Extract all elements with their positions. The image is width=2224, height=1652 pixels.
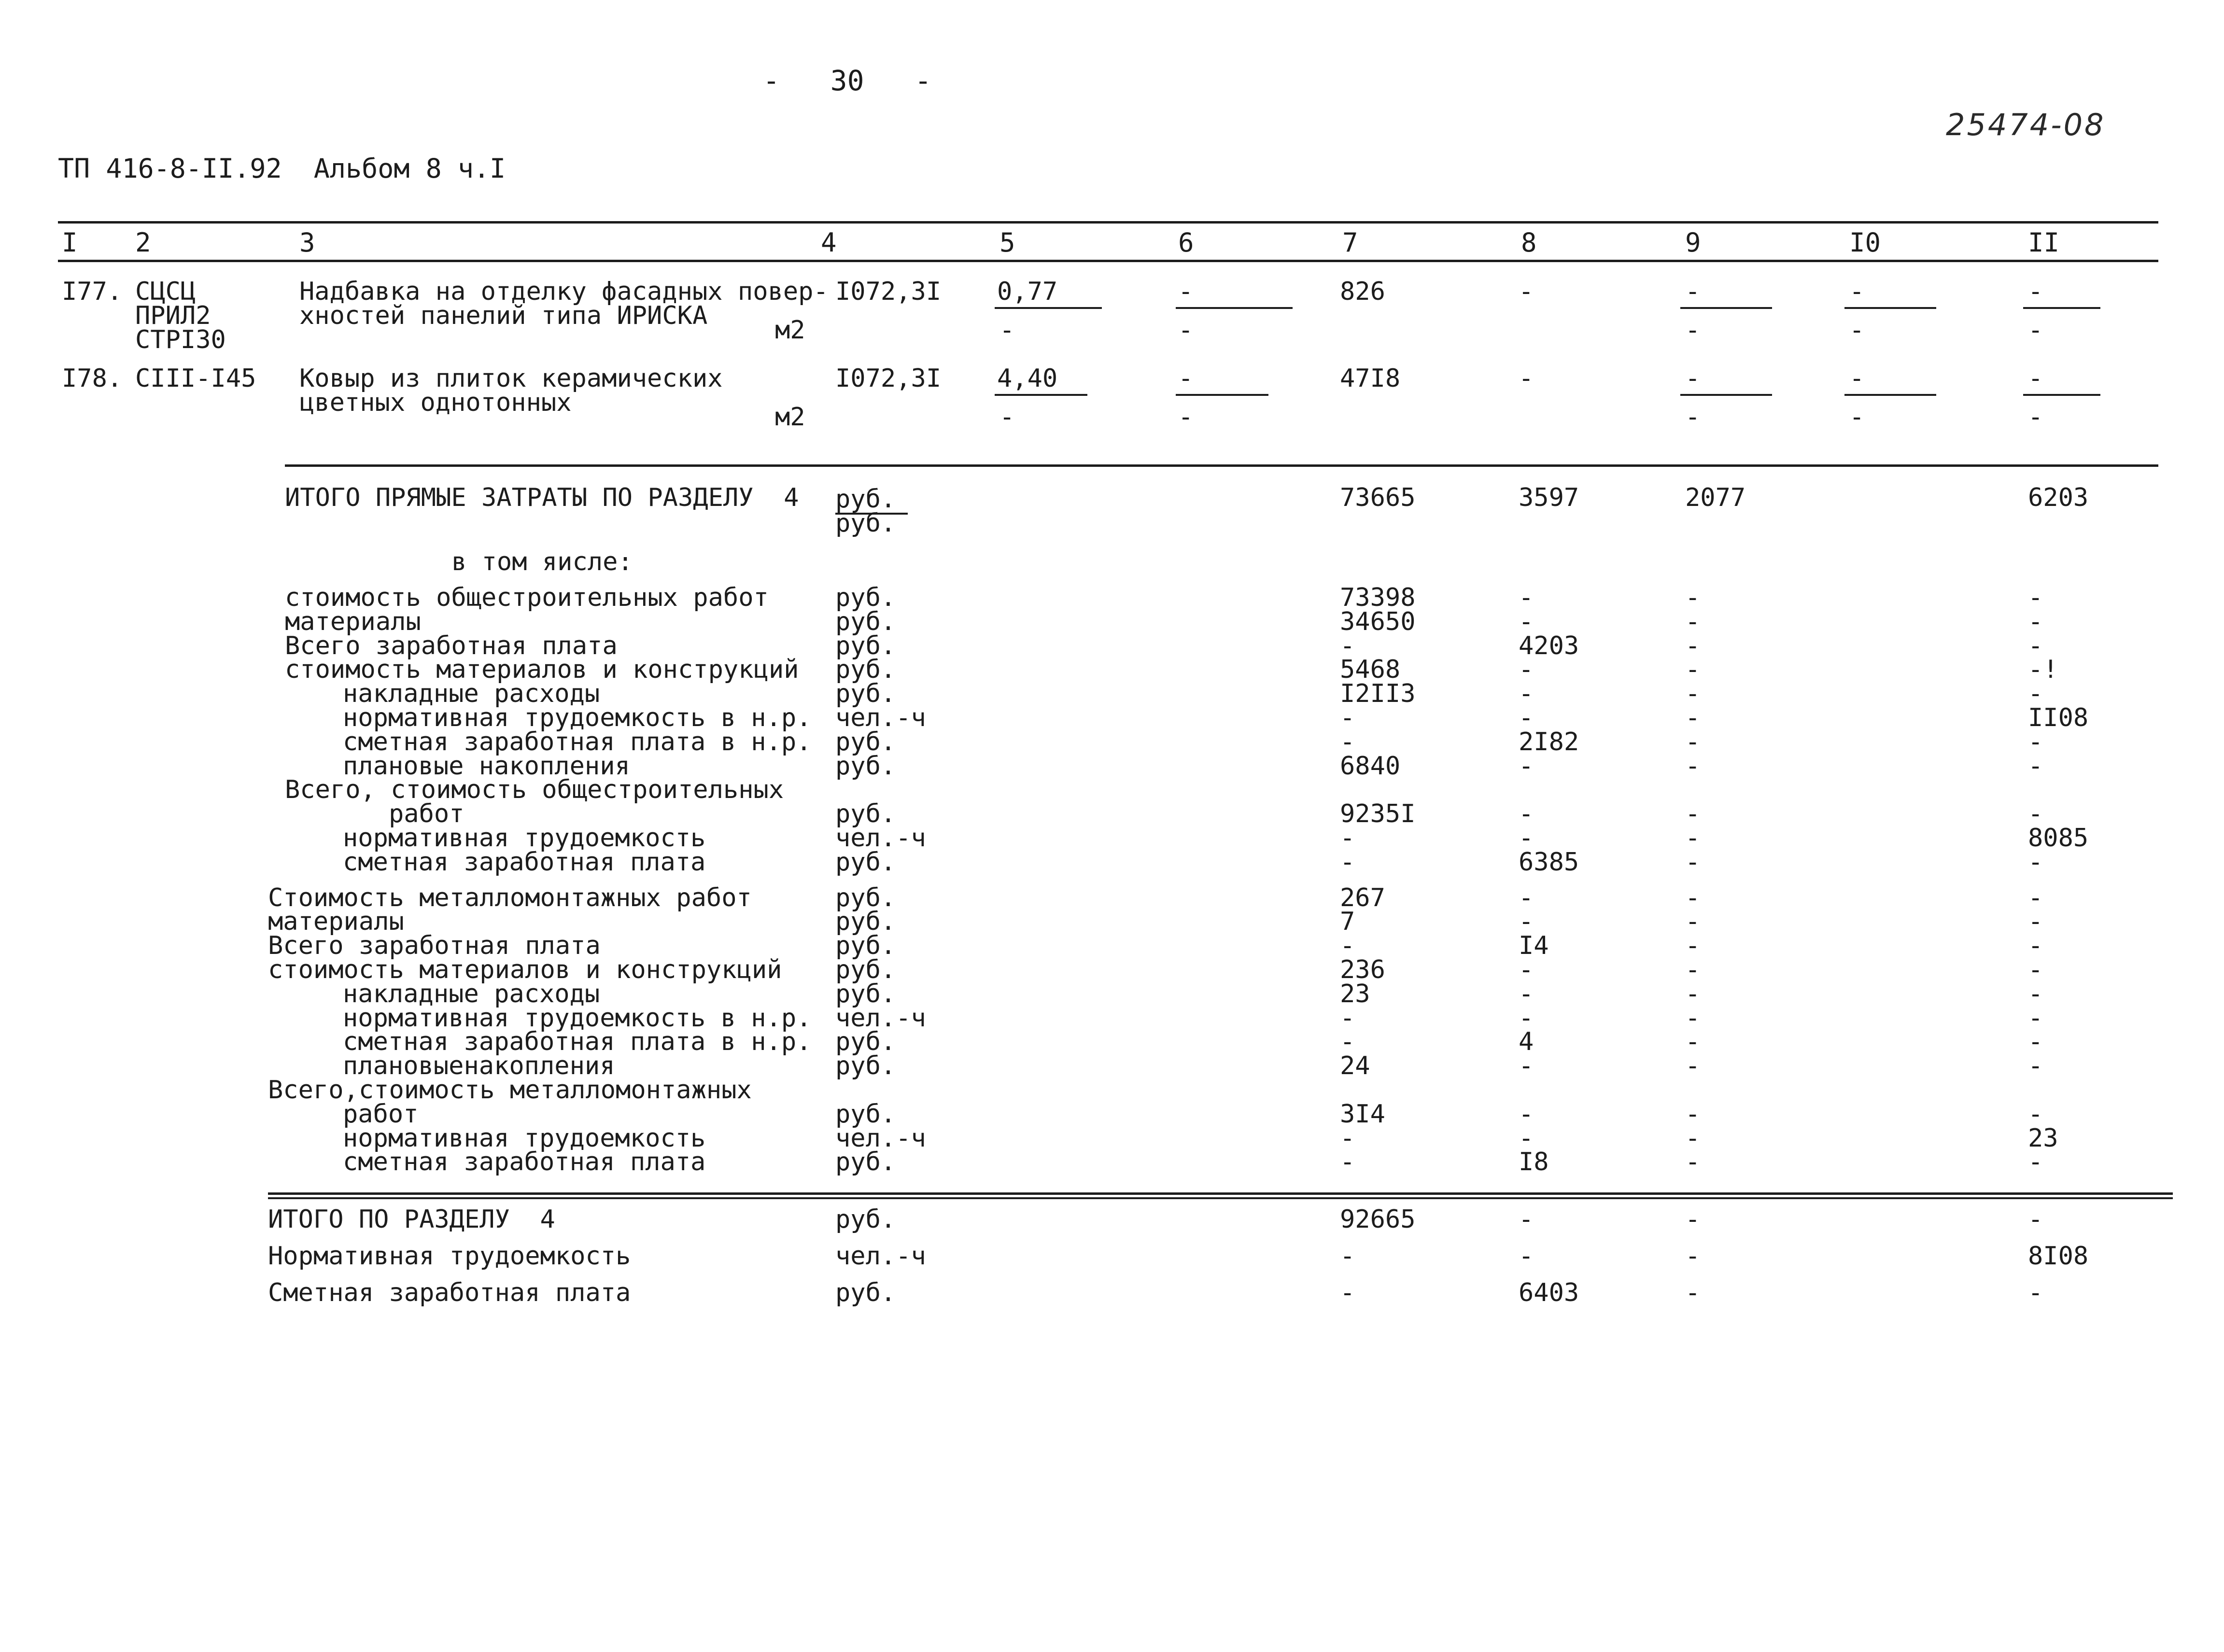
item-number: I78.: [62, 364, 123, 393]
item-code: СТРI30: [135, 325, 226, 354]
detail-label: накладные расходы: [343, 979, 600, 1008]
detail-col7: I2II3: [1340, 679, 1416, 709]
detail-col8: 4203: [1519, 631, 1579, 660]
item-col9-bottom: -: [1685, 316, 1701, 345]
detail-col7: 9235I: [1340, 799, 1416, 829]
section-total-col8: 6403: [1519, 1278, 1579, 1307]
detail-unit: руб.: [835, 583, 896, 612]
detail-col11: -: [2028, 907, 2043, 937]
column-header-10: I0: [1849, 227, 1881, 258]
detail-col8: -: [1519, 824, 1534, 853]
detail-col8: 2I82: [1519, 727, 1579, 756]
item-code: СЦСЦ: [135, 277, 196, 306]
detail-label: стоимость общестроительных работ: [285, 583, 769, 612]
detail-unit: чел.-ч: [835, 1003, 926, 1033]
header-top-rule: [58, 221, 2158, 224]
detail-unit: руб.: [835, 1148, 896, 1177]
item-description: Надбавка на отделку фасадных повер-: [299, 277, 829, 306]
direct-costs-col7: 73665: [1340, 483, 1416, 512]
col10-underline: [1844, 394, 1936, 396]
detail-unit: руб.: [835, 607, 896, 636]
item-col11-bottom: -: [2028, 403, 2043, 432]
detail-label: работ: [343, 1099, 419, 1129]
item-col6-bottom: -: [1178, 316, 1194, 345]
detail-label: Всего заработная плата: [268, 931, 601, 961]
detail-unit: руб.: [835, 979, 896, 1008]
detail-col9: -: [1685, 847, 1701, 877]
col6-underline: [1176, 307, 1293, 309]
section-total-col11: -: [2028, 1278, 2043, 1307]
detail-label: Всего, стоимость общестроительных: [285, 775, 784, 805]
detail-col7: -: [1340, 703, 1355, 732]
direct-costs-unit-top: руб.: [835, 485, 896, 514]
item-col5-top: 4,40: [997, 364, 1058, 393]
col5-underline: [995, 394, 1087, 396]
detail-label: сметная заработная плата: [343, 847, 706, 877]
header-bottom-rule: [58, 260, 2158, 262]
direct-costs-col9: 2077: [1685, 483, 1746, 512]
detail-unit: чел.-ч: [835, 824, 926, 853]
item-col6-top: -: [1178, 277, 1194, 306]
totals-top-rule: [285, 464, 2158, 467]
detail-label: стоимость материалов и конструкций: [285, 655, 799, 685]
detail-col9: -: [1685, 1148, 1701, 1177]
detail-unit: руб.: [835, 1027, 896, 1057]
detail-label: сметная заработная плата в н.р.: [343, 727, 812, 756]
item-col10: -: [1849, 277, 1865, 306]
section-total-col9: -: [1685, 1278, 1701, 1307]
item-number: I77.: [62, 277, 123, 306]
detail-unit: руб.: [835, 799, 896, 829]
detail-unit: руб.: [835, 1099, 896, 1129]
column-header-1: I: [62, 227, 78, 258]
detail-col8: -: [1519, 655, 1534, 685]
column-header-11: II: [2028, 227, 2060, 258]
detail-col7: -: [1340, 847, 1355, 877]
detail-col11: -: [2028, 727, 2043, 756]
detail-col7: 23: [1340, 979, 1370, 1008]
detail-col7: 3I4: [1340, 1099, 1385, 1129]
detail-col8: -: [1519, 907, 1534, 937]
detail-col8: -: [1519, 1123, 1534, 1153]
detail-unit: руб.: [835, 955, 896, 984]
detail-col11: -: [2028, 607, 2043, 636]
detail-col7: -: [1340, 631, 1355, 660]
detail-col9: -: [1685, 703, 1701, 732]
col6-underline: [1176, 394, 1268, 396]
detail-unit: чел.-ч: [835, 703, 926, 732]
section-totals-rule: [268, 1192, 2173, 1195]
section-total-col8: -: [1519, 1205, 1534, 1234]
section-total-col9: -: [1685, 1205, 1701, 1234]
detail-col11: -: [2028, 1027, 2043, 1057]
detail-label: материалы: [268, 907, 404, 937]
item-quantity: I072,3I: [835, 364, 942, 393]
detail-col7: -: [1340, 931, 1355, 961]
item-col10-bottom: -: [1849, 403, 1865, 432]
detail-unit: руб.: [835, 1051, 896, 1081]
section-total-col11: 8I08: [2028, 1242, 2089, 1271]
direct-costs-col8: 3597: [1519, 483, 1579, 512]
detail-unit: руб.: [835, 751, 896, 781]
detail-col7: 6840: [1340, 751, 1401, 781]
detail-col8: 4: [1519, 1027, 1534, 1057]
detail-label: нормативная трудоемкость: [343, 1123, 706, 1153]
detail-col11: -: [2028, 1051, 2043, 1081]
detail-col9: -: [1685, 979, 1701, 1008]
column-header-8: 8: [1521, 227, 1537, 258]
detail-col8: I8: [1519, 1148, 1549, 1177]
detail-unit: руб.: [835, 655, 896, 685]
col10-underline: [1844, 307, 1936, 309]
detail-label: плановые накопления: [343, 751, 630, 781]
detail-col11: -: [2028, 583, 2043, 612]
detail-col7: 236: [1340, 955, 1385, 984]
item-unit: м2: [775, 316, 805, 345]
detail-col11: -: [2028, 631, 2043, 660]
detail-col7: -: [1340, 1027, 1355, 1057]
detail-col9: -: [1685, 931, 1701, 961]
col9-underline: [1680, 307, 1772, 309]
detail-col9: -: [1685, 883, 1701, 912]
document-code: 25474-08: [1946, 107, 2106, 142]
section-total-col7: 92665: [1340, 1205, 1416, 1234]
column-header-3: 3: [299, 227, 315, 258]
section-total-col9: -: [1685, 1242, 1701, 1271]
detail-label: материалы: [285, 607, 421, 636]
item-col10: -: [1849, 364, 1865, 393]
col9-underline: [1680, 394, 1772, 396]
detail-unit: руб.: [835, 727, 896, 756]
item-col7: 47I8: [1340, 364, 1401, 393]
detail-label: сметная заработная плата: [343, 1148, 706, 1177]
item-code: СIII-I45: [135, 364, 256, 393]
detail-col9: -: [1685, 1003, 1701, 1033]
item-col8: -: [1519, 277, 1534, 306]
detail-col9: -: [1685, 679, 1701, 709]
section-total-col8: -: [1519, 1242, 1534, 1271]
detail-col8: -: [1519, 979, 1534, 1008]
section-total-col7: -: [1340, 1242, 1355, 1271]
document-reference: ТП 416-8-II.92 Альбом 8 ч.I: [58, 153, 506, 184]
detail-label: нормативная трудоемкость: [343, 824, 706, 853]
item-col11-bottom: -: [2028, 316, 2043, 345]
detail-col9: -: [1685, 631, 1701, 660]
detail-col11: -: [2028, 799, 2043, 829]
detail-label: нормативная трудоемкость в н.р.: [343, 703, 812, 732]
detail-col9: -: [1685, 1051, 1701, 1081]
detail-col11: -: [2028, 931, 2043, 961]
item-description: хностей панелий типа ИРИСКА: [299, 301, 708, 330]
detail-col11: 8085: [2028, 824, 2089, 853]
detail-unit: руб.: [835, 931, 896, 961]
item-col5-top: 0,77: [997, 277, 1058, 306]
detail-unit: руб.: [835, 883, 896, 912]
column-header-7: 7: [1342, 227, 1358, 258]
col11-underline: [2023, 307, 2100, 309]
item-col7: 826: [1340, 277, 1385, 306]
detail-col8: -: [1519, 955, 1534, 984]
detail-col8: -: [1519, 1003, 1534, 1033]
item-unit: м2: [775, 403, 805, 432]
detail-col11: -!: [2028, 655, 2058, 685]
detail-label: сметная заработная плата в н.р.: [343, 1027, 812, 1057]
detail-col7: -: [1340, 824, 1355, 853]
detail-col11: -: [2028, 751, 2043, 781]
detail-col7: 267: [1340, 883, 1385, 912]
detail-label: нормативная трудоемкость в н.р.: [343, 1003, 812, 1033]
item-col9: -: [1685, 364, 1701, 393]
item-description: цветных однотонных: [299, 388, 572, 417]
detail-col8: -: [1519, 799, 1534, 829]
detail-col11: -: [2028, 847, 2043, 877]
column-header-6: 6: [1178, 227, 1194, 258]
detail-col7: -: [1340, 1003, 1355, 1033]
detail-col8: -: [1519, 1051, 1534, 1081]
detail-col9: -: [1685, 1099, 1701, 1129]
detail-col9: -: [1685, 607, 1701, 636]
detail-col11: -: [2028, 1003, 2043, 1033]
detail-unit: чел.-ч: [835, 1123, 926, 1153]
detail-col8: -: [1519, 1099, 1534, 1129]
item-col11: -: [2028, 277, 2043, 306]
direct-costs-unit-bottom: руб.: [835, 509, 896, 538]
detail-label: накладные расходы: [343, 679, 600, 709]
detail-label: плановыенакопления: [343, 1051, 615, 1081]
detail-col8: -: [1519, 751, 1534, 781]
item-quantity: I072,3I: [835, 277, 942, 306]
detail-unit: руб.: [835, 631, 896, 660]
detail-col11: -: [2028, 955, 2043, 984]
section-total-unit: руб.: [835, 1278, 896, 1307]
detail-col7: -: [1340, 727, 1355, 756]
item-col10-bottom: -: [1849, 316, 1865, 345]
detail-col7: -: [1340, 1148, 1355, 1177]
section-total-label: Нормативная трудоемкость: [268, 1242, 631, 1271]
item-col6-bottom: -: [1178, 403, 1194, 432]
detail-col7: 24: [1340, 1051, 1370, 1081]
section-totals-rule-2: [268, 1197, 2173, 1199]
detail-unit: руб.: [835, 847, 896, 877]
item-code: ПРИЛ2: [135, 301, 211, 330]
section-total-unit: чел.-ч: [835, 1242, 926, 1271]
detail-label: Всего,стоимость металломонтажных: [268, 1076, 752, 1105]
detail-col9: -: [1685, 1123, 1701, 1153]
detail-col11: -: [2028, 883, 2043, 912]
item-col6-top: -: [1178, 364, 1194, 393]
section-total-col11: -: [2028, 1205, 2043, 1234]
detail-col11: 23: [2028, 1123, 2058, 1153]
detail-label: работ: [389, 799, 465, 829]
detail-col7: -: [1340, 1123, 1355, 1153]
section-total-unit: руб.: [835, 1205, 896, 1234]
item-col5-bottom: -: [999, 403, 1015, 432]
item-col11: -: [2028, 364, 2043, 393]
detail-col8: 6385: [1519, 847, 1579, 877]
column-header-4: 4: [821, 227, 837, 258]
detail-col9: -: [1685, 1027, 1701, 1057]
detail-col11: II08: [2028, 703, 2089, 732]
direct-costs-col11: 6203: [2028, 483, 2089, 512]
detail-col11: -: [2028, 979, 2043, 1008]
direct-costs-label: ИТОГО ПРЯМЫЕ ЗАТРАТЫ ПО РАЗДЕЛУ 4: [285, 483, 799, 512]
detail-col9: -: [1685, 824, 1701, 853]
detail-col8: -: [1519, 607, 1534, 636]
item-col9: -: [1685, 277, 1701, 306]
page-number: - 30 -: [763, 64, 932, 97]
item-col8: -: [1519, 364, 1534, 393]
detail-label: Всего заработная плата: [285, 631, 618, 660]
detail-col9: -: [1685, 955, 1701, 984]
detail-col9: -: [1685, 751, 1701, 781]
detail-col7: 73398: [1340, 583, 1416, 612]
item-col9-bottom: -: [1685, 403, 1701, 432]
detail-col7: 34650: [1340, 607, 1416, 636]
detail-col7: 5468: [1340, 655, 1401, 685]
detail-col11: -: [2028, 1099, 2043, 1129]
detail-col9: -: [1685, 907, 1701, 937]
detail-col7: 7: [1340, 907, 1355, 937]
section-total-label: Сметная заработная плата: [268, 1278, 631, 1307]
detail-col8: I4: [1519, 931, 1549, 961]
detail-col9: -: [1685, 799, 1701, 829]
col5-underline: [995, 307, 1102, 309]
section-total-label: ИТОГО ПО РАЗДЕЛУ 4: [268, 1205, 555, 1234]
detail-col8: -: [1519, 703, 1534, 732]
column-header-2: 2: [135, 227, 151, 258]
detail-col8: -: [1519, 583, 1534, 612]
item-description: Ковыр из плиток керамических: [299, 364, 723, 393]
detail-col11: -: [2028, 1148, 2043, 1177]
detail-label: Стоимость металломонтажных работ: [268, 883, 752, 912]
detail-col8: -: [1519, 679, 1534, 709]
detail-col8: -: [1519, 883, 1534, 912]
col11-underline: [2023, 394, 2100, 396]
including-label: в том яисле:: [451, 547, 633, 576]
detail-col9: -: [1685, 583, 1701, 612]
section-total-col7: -: [1340, 1278, 1355, 1307]
detail-label: стоимость материалов и конструкций: [268, 955, 782, 984]
detail-unit: руб.: [835, 907, 896, 937]
item-col5-bottom: -: [999, 316, 1015, 345]
detail-col11: -: [2028, 679, 2043, 709]
detail-unit: руб.: [835, 679, 896, 709]
column-header-5: 5: [999, 227, 1015, 258]
detail-col9: -: [1685, 655, 1701, 685]
detail-col9: -: [1685, 727, 1701, 756]
column-header-9: 9: [1685, 227, 1701, 258]
